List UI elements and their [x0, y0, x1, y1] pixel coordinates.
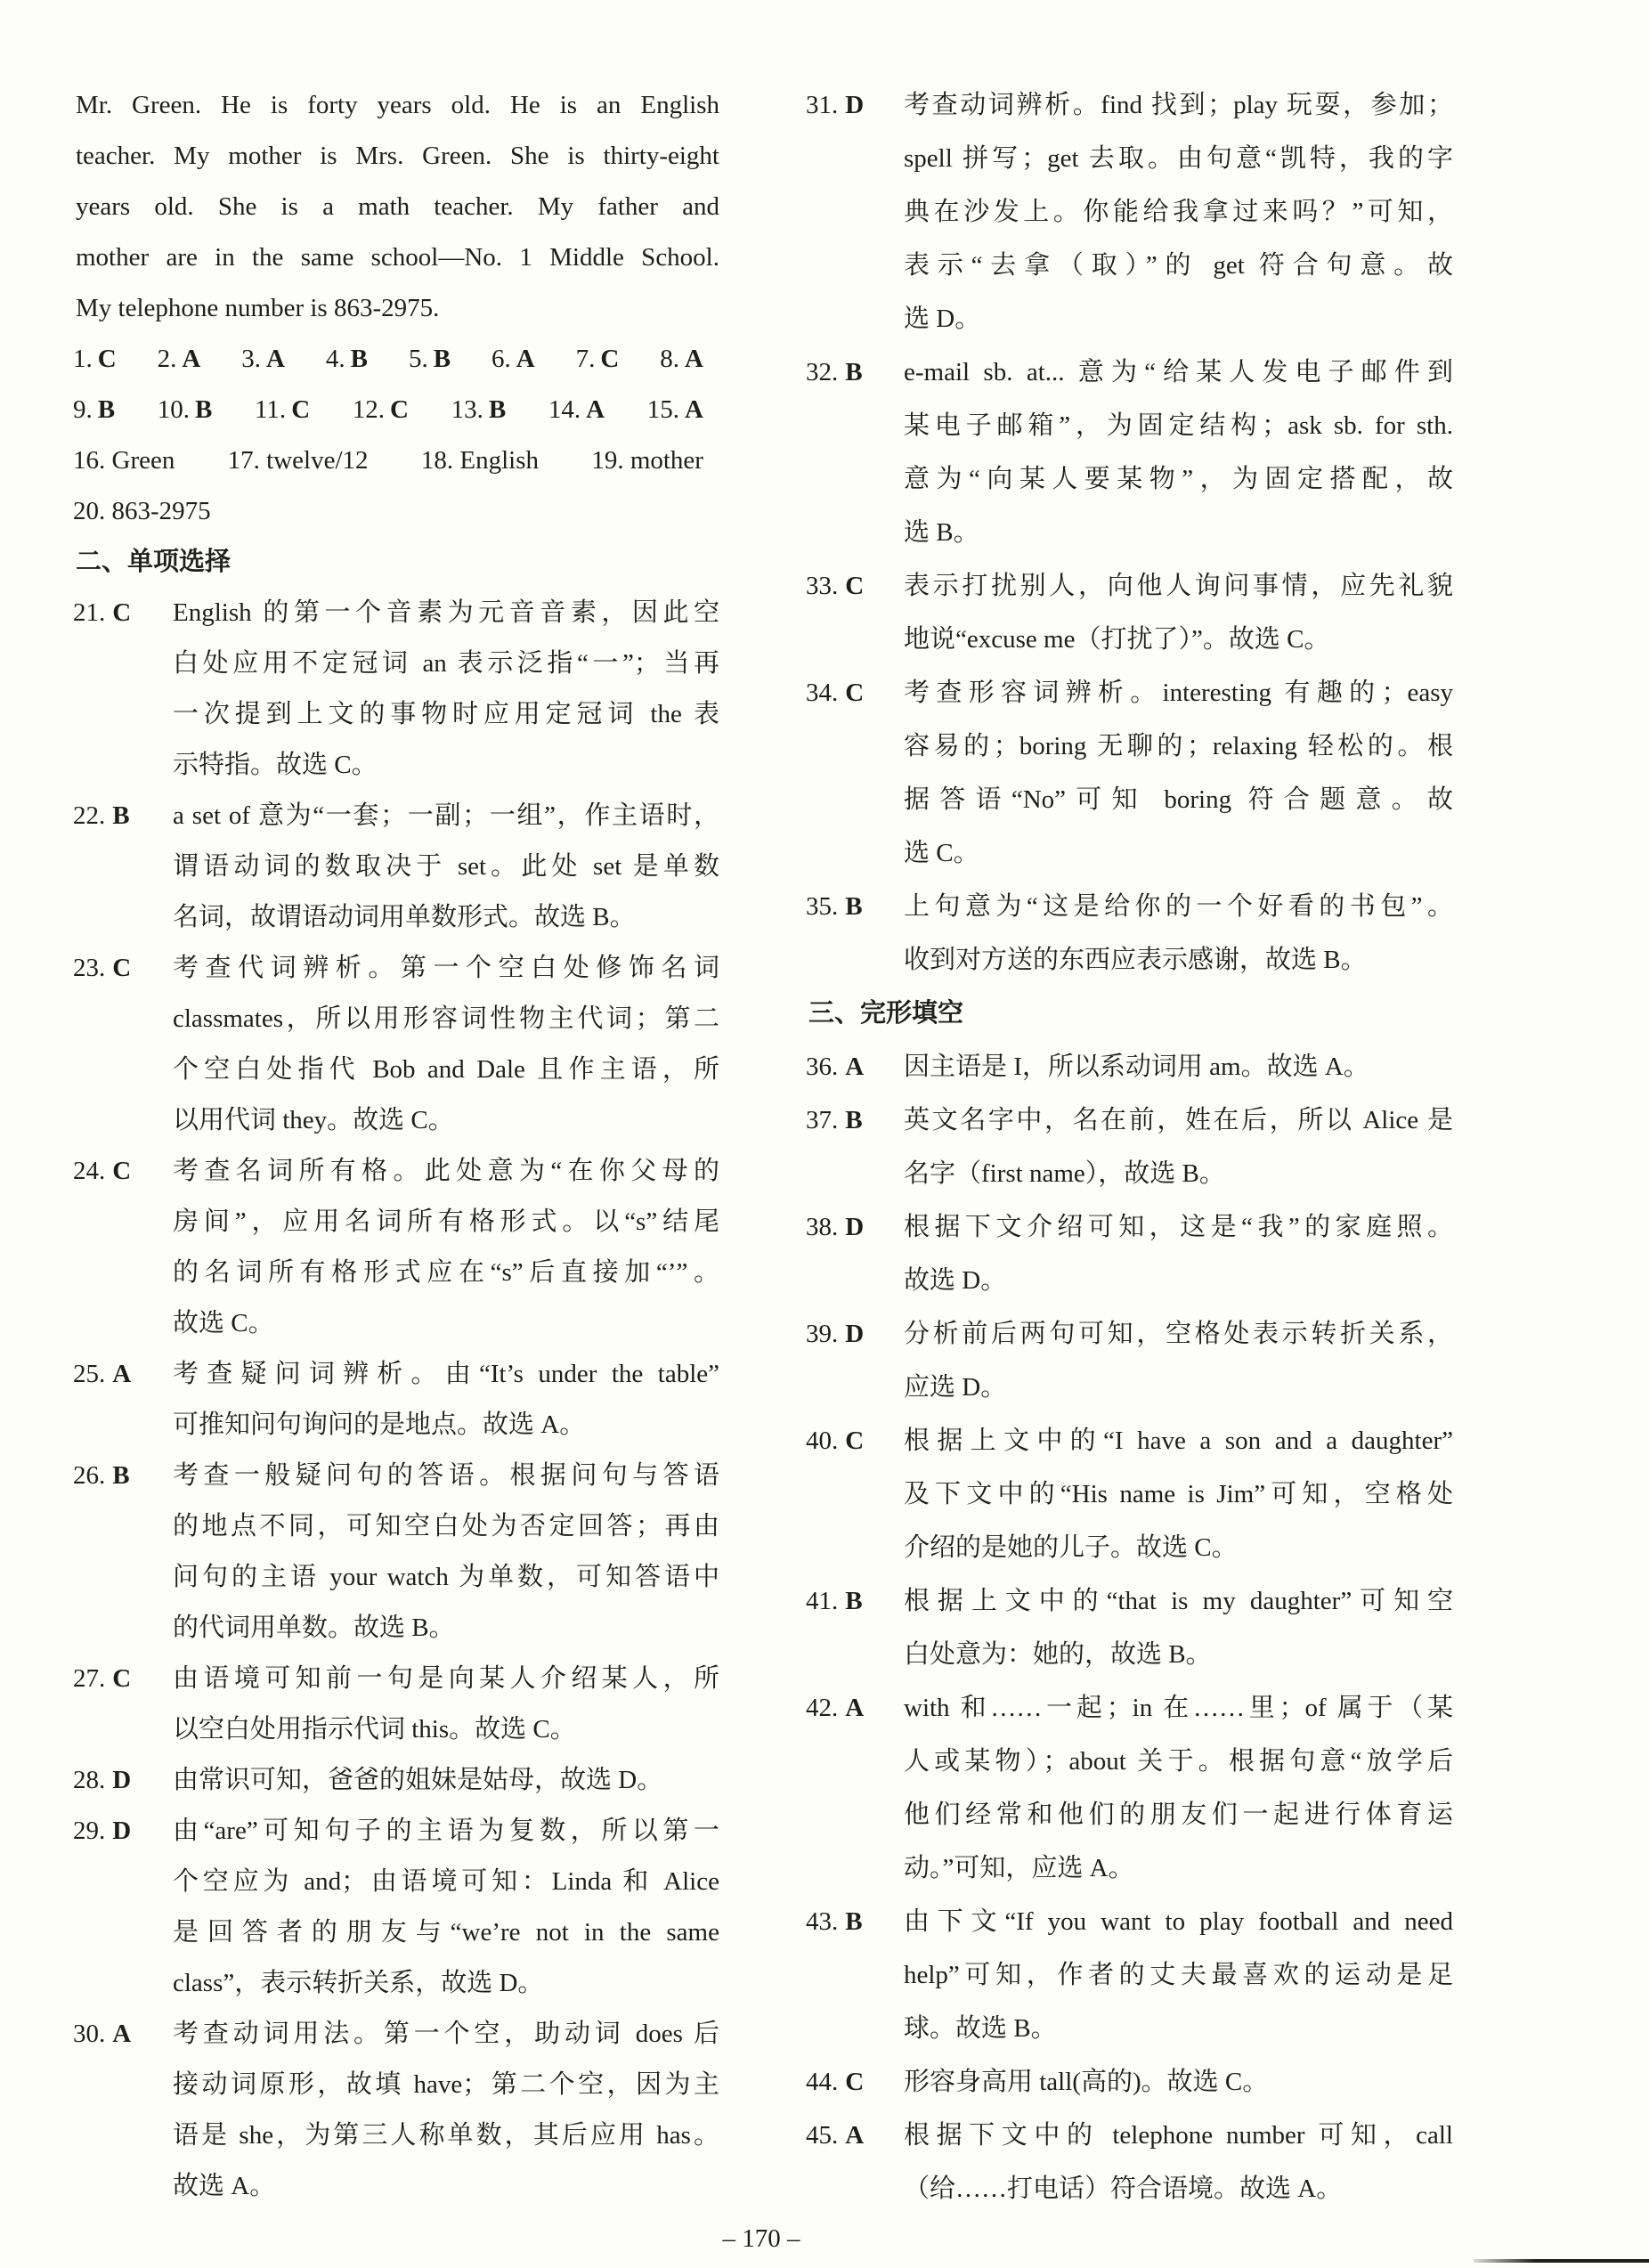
item-number: 37. — [806, 1106, 839, 1134]
item-explanation — [904, 1200, 1453, 1307]
text-line: 接动词原形，故填 have；第二个空，因为主 — [173, 2070, 719, 2099]
item-number: 11. — [255, 395, 287, 424]
text-line: 英文名字中，名在前，姓在后，所以 Alice 是 — [904, 1106, 1453, 1134]
item-label — [73, 1654, 131, 1704]
text-line: a set of 意为“一套；一副；一组”，作主语时， — [173, 801, 719, 830]
answer-row — [73, 334, 703, 385]
item-number: 40. — [806, 1427, 839, 1455]
item-answer: C — [112, 954, 132, 982]
item-explanation — [904, 1093, 1453, 1200]
answer-entry — [548, 385, 605, 435]
item-number: 36. — [806, 1053, 839, 1081]
text-line: 一次提到上文的事物时应用定冠词 the 表 — [173, 700, 719, 728]
item-answer: B — [112, 1461, 130, 1490]
item-answer: C — [845, 572, 865, 600]
answer-item-45 — [806, 2109, 1453, 2215]
answer-entry — [241, 334, 285, 385]
item-answer: A — [586, 395, 605, 424]
item-explanation — [173, 943, 719, 1146]
item-explanation — [904, 1307, 1453, 1414]
item-explanation — [904, 345, 1453, 559]
text-line: 故选 C。 — [173, 1309, 274, 1337]
item-answer: B — [195, 395, 213, 424]
text-line: 地说“excuse me（打扰了）”。故选 C。 — [904, 625, 1330, 654]
item-explanation — [904, 880, 1453, 987]
item-number: 31. — [806, 91, 839, 119]
scan-edge-line — [1474, 2259, 1649, 2263]
item-label — [806, 1414, 864, 1467]
text-line: help”可知，作者的丈夫最喜欢的运动是足 — [904, 1961, 1453, 1989]
item-label — [73, 1451, 130, 1501]
item-number: 32. — [806, 358, 839, 386]
answer-item-37 — [806, 1093, 1453, 1200]
item-label — [806, 1574, 863, 1628]
text-line: 选 B。 — [904, 518, 979, 547]
text-line: 以空白处用指示代词 this。故选 C。 — [173, 1715, 576, 1744]
section-heading: 三、完形填空 — [808, 999, 964, 1028]
text-line: 根据下文介绍可知，这是“我”的家庭照。 — [904, 1213, 1453, 1241]
item-label — [73, 1349, 131, 1400]
item-number: 5. — [408, 345, 428, 373]
item-answer: D — [112, 1817, 132, 1845]
item-number: 22. — [73, 801, 106, 830]
item-number: 26. — [73, 1461, 106, 1490]
fill-answer: 16. Green — [73, 446, 175, 475]
item-label — [806, 345, 863, 399]
text-line: 人或某物）；about 关于。根据句意“放学后 — [904, 1747, 1453, 1776]
item-answer: D — [845, 1320, 865, 1348]
left-column — [73, 80, 719, 2212]
answer-item-24 — [73, 1146, 719, 1349]
text-line: 考查一般疑问句的答语。根据问句与答语 — [173, 1461, 719, 1490]
answer-item-29 — [73, 1806, 719, 2009]
answer-item-41 — [806, 1574, 1453, 1681]
item-label — [73, 943, 131, 994]
item-answer: A — [516, 345, 535, 373]
section-heading: 二、单项选择 — [76, 548, 232, 576]
text-line: 上句意为“这是给你的一个好看的书包”。 — [904, 892, 1453, 921]
right-column — [806, 78, 1453, 2215]
item-answer: C — [112, 1664, 132, 1693]
item-number: 43. — [806, 1907, 839, 1936]
item-explanation — [173, 1146, 719, 1349]
item-explanation — [904, 2109, 1453, 2215]
text-line: 的名词所有格形式应在“s”后直接加“’”。 — [173, 1258, 719, 1287]
item-answer: C — [845, 679, 865, 707]
item-number: 3. — [241, 345, 262, 373]
answer-item-34 — [806, 666, 1453, 880]
item-explanation — [904, 666, 1453, 880]
item-explanation — [173, 1451, 719, 1654]
item-number: 1. — [73, 345, 93, 373]
item-explanation — [173, 1806, 719, 2009]
text-line: 个空应为 and；由语境可知：Linda 和 Alice — [173, 1867, 719, 1896]
answer-entry — [576, 334, 620, 385]
answer-entry — [158, 385, 213, 435]
item-number: 9. — [73, 395, 93, 424]
answer-entry — [326, 334, 368, 385]
item-number: 10. — [157, 395, 190, 424]
item-label — [73, 1755, 131, 1806]
text-line: 由“are”可知句子的主语为复数，所以第一 — [173, 1817, 719, 1845]
item-label — [806, 666, 864, 719]
item-answer: A — [112, 2020, 132, 2048]
text-line: mother are in the same school—No. 1 Middle School. — [76, 243, 719, 272]
item-number: 33. — [806, 572, 839, 600]
item-answer: B — [845, 1587, 863, 1615]
item-number: 24. — [73, 1157, 106, 1185]
item-explanation — [173, 1755, 719, 1806]
item-number: 2. — [157, 345, 177, 373]
text-line: 应选 D。 — [904, 1373, 1007, 1402]
item-label — [806, 1093, 863, 1147]
answer-entry — [73, 385, 115, 435]
text-line: 故选 A。 — [173, 2172, 276, 2200]
text-line: 白处意为：她的，故选 B。 — [904, 1640, 1212, 1669]
item-number: 12. — [352, 395, 386, 424]
item-number: 41. — [806, 1587, 839, 1615]
item-number: 39. — [806, 1320, 839, 1348]
text-line: classmates，所以用形容词性物主代词；第二 — [173, 1004, 719, 1033]
text-line: 房间”，应用名词所有格形式。以“s”结尾 — [173, 1207, 719, 1236]
answer-item-27 — [73, 1654, 719, 1755]
answer-item-23 — [73, 943, 719, 1146]
text-line: English 的第一个音素为元音音素，因此空 — [173, 598, 719, 627]
answer-item-28 — [73, 1755, 719, 1806]
answer-entry — [451, 385, 507, 435]
item-answer: C — [112, 598, 132, 627]
item-number: 4. — [325, 345, 345, 373]
text-line: 白处应用不定冠词 an 表示泛指“一”；当再 — [173, 649, 719, 678]
answer-entry — [353, 385, 409, 435]
answer-item-42 — [806, 1681, 1453, 1895]
item-label — [73, 791, 130, 841]
item-label — [806, 1895, 863, 1948]
text-line: 容易的；boring 无聊的；relaxing 轻松的。根 — [904, 732, 1453, 760]
item-label — [806, 1307, 864, 1361]
item-answer: C — [845, 1427, 865, 1455]
answer-item-38 — [806, 1200, 1453, 1307]
text-line: 分析前后两句可知，空格处表示转折关系， — [904, 1320, 1453, 1348]
text-line: 形容身高用 tall(高的)。故选 C。 — [904, 2068, 1269, 2096]
answer-item-32 — [806, 345, 1453, 559]
text-line: My telephone number is 863-2975. — [76, 294, 440, 322]
answer-item-44 — [806, 2055, 1453, 2109]
text-line: 根据下文中的 telephone number 可知，call — [904, 2121, 1453, 2150]
item-answer: C — [112, 1157, 132, 1185]
answer-entry — [491, 334, 535, 385]
text-line: 个空白处指代 Bob and Dale 且作主语，所 — [173, 1055, 719, 1084]
item-number: 23. — [73, 954, 106, 982]
item-explanation — [173, 1654, 719, 1755]
item-explanation — [904, 1414, 1453, 1574]
item-answer: B — [488, 395, 507, 424]
answer-item-30 — [73, 2009, 719, 2212]
item-number: 38. — [806, 1213, 839, 1241]
answer-row — [73, 385, 703, 435]
item-number: 29. — [73, 1817, 106, 1845]
item-label — [806, 559, 864, 613]
text-line: 因主语是 I，所以系动词用 am。故选 A。 — [904, 1053, 1369, 1081]
fill-answer-row — [73, 435, 703, 486]
item-label — [806, 1200, 864, 1254]
text-line: 根据上文中的“that is my daughter”可知空 — [904, 1587, 1453, 1615]
answer-entry — [158, 334, 201, 385]
item-answer: B — [845, 1907, 863, 1936]
item-label — [806, 78, 864, 132]
item-number: 13. — [451, 395, 483, 424]
fill-answer-row — [73, 486, 703, 537]
intro-paragraph — [73, 80, 719, 334]
fill-answer: 18. English — [420, 446, 539, 475]
item-explanation — [904, 78, 1453, 345]
item-label — [73, 1146, 131, 1197]
text-line: 球。故选 B。 — [904, 2014, 1057, 2043]
item-explanation — [173, 588, 719, 791]
text-line: spell 拼写；get 去取。由句意“凯特，我的字 — [904, 144, 1453, 173]
text-line: 选 C。 — [904, 839, 979, 867]
text-line: 问句的主语 your watch 为单数，可知答语中 — [173, 1563, 719, 1591]
item-answer: D — [845, 1213, 865, 1241]
item-label — [806, 2055, 864, 2109]
item-explanation — [173, 791, 719, 943]
item-answer: B — [845, 358, 863, 386]
item-answer: C — [291, 395, 311, 424]
text-line: 示特指。故选 C。 — [173, 751, 378, 779]
item-explanation — [904, 1895, 1453, 2055]
answer-entry — [255, 385, 310, 435]
item-explanation — [904, 1040, 1453, 1093]
text-line: 据答语“No”可知 boring 符合题意。故 — [904, 785, 1453, 814]
text-line: years old. She is a math teacher. My father and — [76, 192, 719, 221]
text-line: 表示打扰别人，向他人询问事情，应先礼貌 — [904, 572, 1453, 600]
fill-answer: 17. twelve/12 — [227, 446, 369, 475]
answer-item-35 — [806, 880, 1453, 987]
text-line: 的地点不同，可知空白处为否定回答；再由 — [173, 1512, 719, 1540]
item-number: 21. — [73, 598, 106, 627]
item-answer: B — [845, 1106, 863, 1134]
item-explanation — [904, 1681, 1453, 1895]
answer-entry — [73, 334, 117, 385]
item-answer: B — [97, 395, 116, 424]
item-answer: A — [112, 1360, 132, 1388]
item-answer: A — [845, 1053, 865, 1081]
item-answer: A — [685, 345, 703, 373]
item-number: 34. — [806, 679, 839, 707]
item-answer: D — [845, 91, 865, 119]
text-line: 收到对方送的东西应表示感谢，故选 B。 — [904, 946, 1367, 974]
item-answer: C — [600, 345, 620, 373]
text-line: 由语境可知前一句是向某人介绍某人，所 — [173, 1664, 719, 1693]
item-number: 8. — [660, 345, 680, 373]
text-line: 以用代词 they。故选 C。 — [173, 1106, 454, 1134]
text-line: 典在沙发上。你能给我拿过来吗？”可知， — [904, 198, 1453, 226]
text-line: 考查动词用法。第一个空，助动词 does 后 — [173, 2020, 719, 2048]
text-line: 选 D。 — [904, 305, 981, 333]
text-line: 是回答者的朋友与“we’re not in the same — [173, 1918, 719, 1947]
text-line: 表示“去拿（取）”的 get 符合句意。故 — [904, 251, 1453, 280]
item-explanation — [904, 2055, 1453, 2109]
text-line: e-mail sb. at... 意为“给某人发电子邮件到 — [904, 358, 1453, 386]
item-number: 27. — [73, 1664, 106, 1693]
item-number: 7. — [575, 345, 596, 373]
text-line: 考查形容词辨析。interesting 有趣的；easy — [904, 679, 1453, 707]
text-line: 由下文“If you want to play football and need — [904, 1907, 1453, 1936]
item-number: 25. — [73, 1360, 106, 1388]
text-line: 谓语动词的数取决于 set。此处 set 是单数 — [173, 852, 719, 881]
text-line: 故选 D。 — [904, 1266, 1007, 1295]
text-line: 语是 she，为第三人称单数，其后应用 has。 — [173, 2121, 719, 2150]
item-explanation — [904, 1574, 1453, 1681]
item-label — [806, 880, 863, 933]
text-line: （给……打电话）符合语境。故选 A。 — [904, 2175, 1343, 2203]
item-explanation — [173, 2009, 719, 2212]
item-answer: B — [433, 345, 451, 373]
answer-item-21 — [73, 588, 719, 791]
text-line: 介绍的是她的儿子。故选 C。 — [904, 1533, 1238, 1562]
fill-answer: 19. mother — [591, 446, 703, 475]
item-number: 28. — [73, 1766, 106, 1794]
answer-item-25 — [73, 1349, 719, 1451]
answer-item-26 — [73, 1451, 719, 1654]
item-number: 14. — [548, 395, 581, 424]
item-answer: C — [390, 395, 409, 424]
item-answer: A — [845, 1694, 865, 1722]
text-line: 根据上文中的“I have a son and a daughter” — [904, 1427, 1453, 1455]
item-number: 15. — [646, 395, 680, 424]
answer-entry — [647, 385, 703, 435]
item-label — [73, 1806, 131, 1857]
item-label — [806, 2109, 864, 2162]
item-number: 35. — [806, 892, 839, 921]
text-line: 意为“向某人要某物”，为固定搭配，故 — [904, 465, 1453, 493]
item-explanation — [173, 1349, 719, 1451]
text-line: 动。”可知，应选 A。 — [904, 1854, 1134, 1882]
page-number: – 170 – — [722, 2224, 800, 2253]
text-line: 考查代词辨析。第一个空白处修饰名词 — [173, 954, 719, 982]
answer-item-22 — [73, 791, 719, 943]
item-explanation — [904, 559, 1453, 666]
text-line: 可推知问句询问的是地点。故选 A。 — [173, 1410, 586, 1439]
item-number: 42. — [806, 1694, 839, 1722]
item-label — [73, 2009, 131, 2060]
item-number: 44. — [806, 2068, 839, 2096]
text-line: 他们经常和他们的朋友们一起进行体育运 — [904, 1801, 1453, 1829]
item-answer: A — [182, 345, 201, 373]
text-line: 由常识可知，爸爸的姐妹是姑母，故选 D。 — [173, 1766, 663, 1794]
answer-item-39 — [806, 1307, 1453, 1414]
text-line: Mr. Green. He is forty years old. He is an English — [76, 91, 719, 119]
item-answer: B — [350, 345, 369, 373]
item-answer: D — [112, 1766, 132, 1794]
answer-item-36 — [806, 1040, 1453, 1093]
item-answer: C — [845, 2068, 865, 2096]
item-number: 30. — [73, 2020, 106, 2048]
answer-item-40 — [806, 1414, 1453, 1574]
answer-entry — [409, 334, 451, 385]
text-line: 考查疑问词辨析。由“It’s under the table” — [173, 1360, 719, 1388]
text-line: 的代词用单数。故选 B。 — [173, 1614, 455, 1642]
text-line: 某电子邮箱”，为固定结构；ask sb. for sth. — [904, 411, 1453, 440]
item-answer: C — [97, 345, 117, 373]
item-answer: A — [266, 345, 285, 373]
item-label — [73, 588, 131, 638]
answer-item-43 — [806, 1895, 1453, 2055]
item-number: 45. — [806, 2121, 839, 2150]
text-line: teacher. My mother is Mrs. Green. She is thirty-eight — [76, 142, 719, 170]
item-label — [806, 1040, 864, 1093]
item-answer: A — [845, 2121, 865, 2150]
item-answer: A — [685, 395, 703, 424]
item-label — [806, 1681, 864, 1735]
text-line: with 和……一起；in 在……里；of 属于（某 — [904, 1694, 1453, 1722]
item-number: 6. — [491, 345, 511, 373]
text-line: class”，表示转折关系，故选 D。 — [173, 1969, 544, 1997]
item-answer: B — [112, 801, 130, 830]
text-line: 名字（first name），故选 B。 — [904, 1159, 1225, 1188]
answer-item-31 — [806, 78, 1453, 345]
fill-answer: 20. 863-2975 — [73, 497, 211, 525]
text-line: 考查名词所有格。此处意为“在你父母的 — [173, 1157, 719, 1185]
text-line: 名词，故谓语动词用单数形式。故选 B。 — [173, 903, 636, 931]
item-answer: B — [845, 892, 863, 921]
text-line: 及下文中的“His name is Jim”可知，空格处 — [904, 1480, 1453, 1508]
answer-item-33 — [806, 559, 1453, 666]
text-line: 考查动词辨析。find 找到；play 玩耍，参加； — [904, 91, 1453, 119]
answer-entry — [660, 334, 703, 385]
